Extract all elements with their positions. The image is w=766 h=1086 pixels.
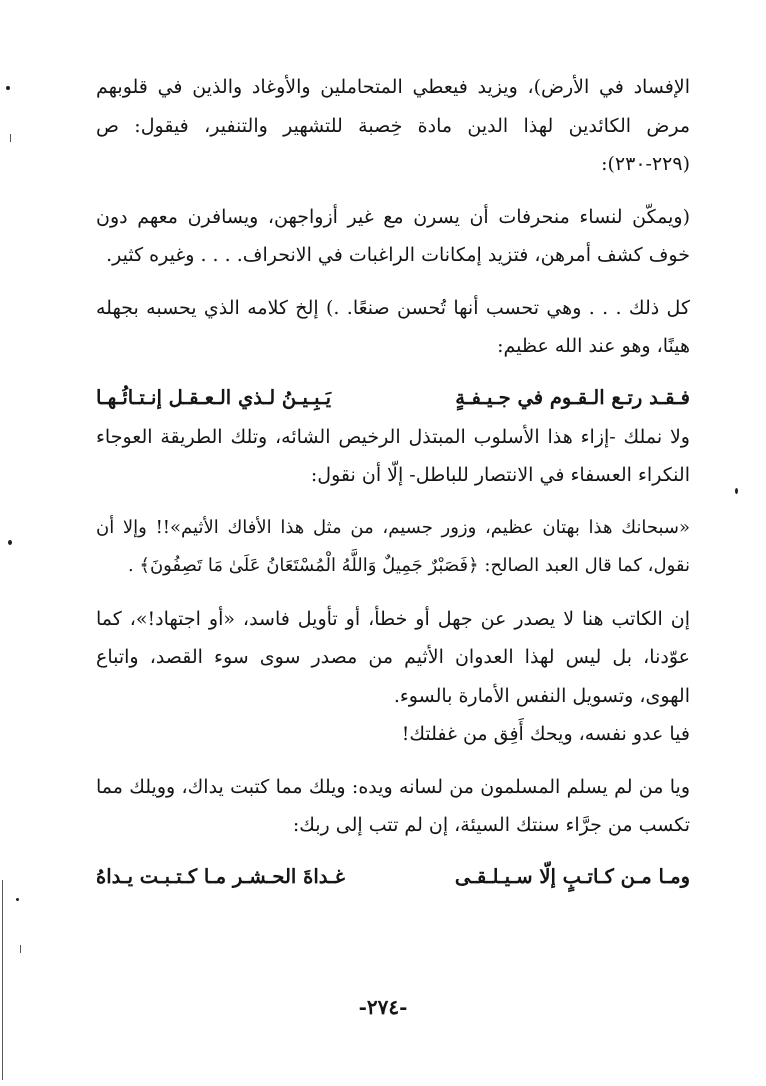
paragraph-1: الإفساد في الأرض)، ويزيد فيعطي المتحاملين والأوغاد والذين في قلوبهم مرض الكائدين لهذا الدين مادة خِصبة للتشهير والتنفير، فيقول: ص (٢٢٩-٢٣٠): (96, 76, 690, 175)
verse-1-first-hemistich: فـقـد رتـع الـقـوم في جـيـفـةٍ (455, 385, 690, 409)
paragraph-7: فيا عدو نفسه، ويحك أَفِق من غفلتك! (401, 723, 690, 745)
page-body (96, 68, 690, 897)
paragraph-6: إن الكاتب هنا لا يصدر عن جهل أو خطأ، أو تأويل فاسد، «أو اجتهاد!»، كما عوّدنا، بل ليس لهذا العدوان الأثيم من مصدر سوى سوء القصد، واتباع الهوى، وتسويل النفس الأمارة بالسوء. (96, 607, 690, 707)
verse-2-second-hemistich: غـداةَ الحـشـر مـا كـتـبـت يـداهُ (96, 864, 345, 888)
page-number: -٢٧٤- (358, 995, 408, 1019)
scan-dot-mid-right (735, 488, 738, 494)
scan-dot-top-left (6, 86, 10, 90)
scan-dot-mid-left (8, 540, 12, 545)
paragraph-8: ويا من لم يسلم المسلمون من لسانه ويده: ويلك مما كتبت يداك، وويلك مما تكسب من جرَّاء سنتك السيئة، إن لم تتب إلى ربك: (96, 775, 690, 836)
poetry-verse-2 (96, 857, 690, 897)
paragraph-2: (ويمكّن لنساء منحرفات أن يسرن مع غير أزواجهن، ويسافرن معهم دون خوف كشف أمرهن، فتزيد إمكانات الراغبات في الانحراف. . . . وغيره كثير. (96, 205, 690, 266)
poetry-verse-1 (96, 378, 690, 418)
scan-tick-left-2 (20, 945, 21, 953)
paragraph-4: ولا نملك -إزاء هذا الأسلوب المبتذل الرخيص الشائه، وتلك الطريقة العوجاء النكراء العسفاء في الانتصار للباطل- إلّا أن نقول: (96, 425, 690, 486)
paragraph-3: كل ذلك . . . وهي تحسب أنها تُحسن صنعًا. .) إلخ كلامه الذي يحسبه بجهله هينًا، وهو عند الله عظيم: (96, 296, 690, 357)
paragraph-5-text: «سبحانك هذا بهتان عظيم، وزور جسيم، من مثل هذا الأفاك الأثيم»!! وإلا أن نقول، كما قال العبد الصالح: (96, 516, 690, 576)
scan-tick-left-1 (10, 134, 11, 142)
verse-2-first-hemistich: ومـا مـن كـاتـبٍ إلّا سـيـلـقـى (454, 864, 690, 888)
paragraph-5 (96, 509, 690, 586)
scan-edge-line-left (2, 880, 3, 1080)
scan-dot-lower-left (16, 898, 19, 901)
verse-1-second-hemistich: يَـبِـيـنُ لـذي الـعـقـل إنـتـائُـهـا (96, 385, 332, 409)
quran-verse: ﴿فَصَبْرٌ جَمِيلٌ وَاللَّهُ الْمُسْتَعَانُ عَلَىٰ مَا تَصِفُونَ﴾ (139, 555, 479, 576)
paragraph-5-end: . (127, 555, 134, 576)
